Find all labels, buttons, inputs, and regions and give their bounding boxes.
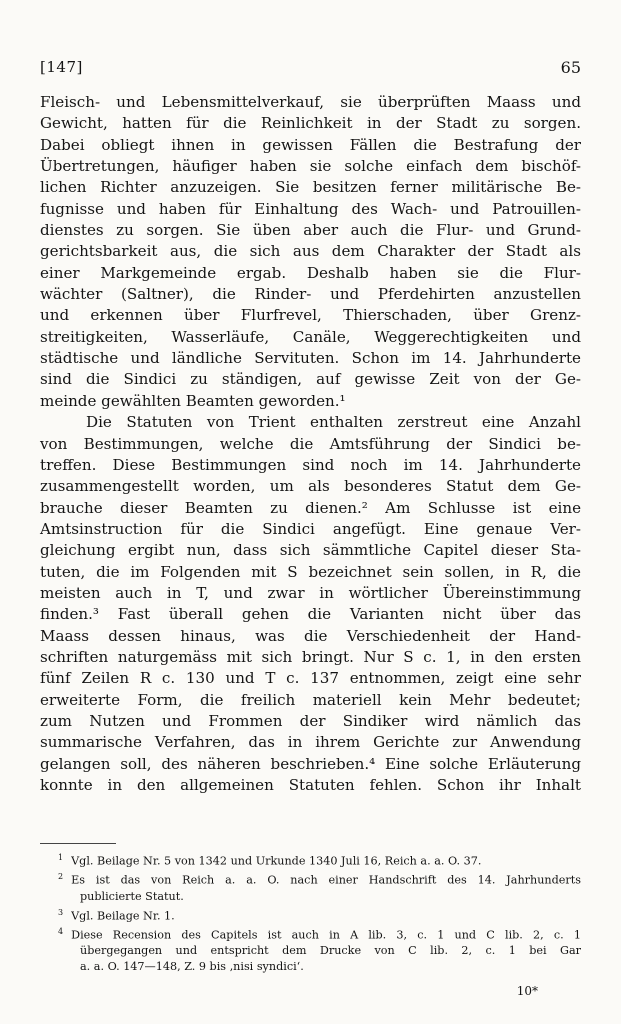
footnote-continuation: publicierte Statut.	[80, 889, 184, 903]
body-line: gelangen soll, des näheren beschrieben.⁴ Eine solche Erläuterung	[40, 754, 581, 773]
body-line: dienstes zu sorgen. Sie üben aber auch die Flur- und Grund-	[40, 221, 581, 240]
body-line: Maass dessen hinaus, was die Verschiedenheit der Hand-	[40, 626, 581, 645]
body-line: fugnisse und haben für Einhaltung des Wach- und Patrouillen-	[40, 199, 581, 218]
signature-mark: 10*	[516, 984, 538, 998]
footnote-text: Vgl. Beilage Nr. 1.	[71, 909, 175, 923]
footnote-text: Diese Recension des Capitels ist auch in A lib. 3, c. 1 und C lib. 2, c. 1	[71, 928, 581, 942]
body-line: wächter (Saltner), die Rinder- und Pferdehirten anzustellen	[40, 285, 581, 304]
body-line: Übertretungen, häufiger haben sie solche einfach dem bischöf-	[40, 157, 581, 176]
body-line: einer Markgemeinde ergab. Deshalb haben sie die Flur-	[40, 263, 581, 282]
signature-bracket: [147]	[40, 58, 83, 76]
body-line: lichen Richter anzuzeigen. Sie besitzen ferner militärische Be-	[40, 178, 581, 197]
footnote-number: 2	[58, 872, 64, 882]
body-line: treffen. Diese Bestimmungen sind noch im 14. Jahrhunderte	[40, 455, 581, 474]
footnote-continuation: übergegangen und entspricht dem Drucke von C lib. 2, c. 1 bei Gar	[80, 944, 581, 958]
body-line: städtische und ländliche Servituten. Schon im 14. Jahrhunderte	[40, 349, 581, 368]
body-line: finden.³ Fast überall gehen die Varianten nicht über das	[40, 605, 581, 624]
body-text	[40, 92, 581, 796]
body-line: tuten, die im Folgenden mit S bezeichnet sein sollen, in R, die	[40, 562, 581, 581]
body-line: und erkennen über Flurfrevel, Thierschaden, über Grenz-	[40, 306, 581, 325]
footnote	[40, 869, 581, 888]
body-line: fünf Zeilen R c. 130 und T c. 137 entnommen, zeigt eine sehr	[40, 669, 581, 688]
footnote	[40, 850, 581, 869]
page-number: 65	[560, 58, 581, 77]
footnote-continuation: a. a. O. 147—148, Z. 9 bis ‚nisi syndici‘.	[80, 960, 304, 974]
body-line: gleichung ergibt nun, dass sich sämmtliche Capitel dieser Sta-	[40, 541, 581, 560]
footnote	[40, 924, 581, 943]
body-line: sind die Sindici zu ständigen, auf gewisse Zeit von der Ge-	[40, 370, 581, 389]
running-header	[40, 58, 581, 82]
body-line: Amtsinstruction für die Sindici angefügt. Eine genaue Ver-	[40, 519, 581, 538]
body-line: summarische Verfahren, das in ihrem Gerichte zur Anwendung	[40, 733, 581, 752]
footnote-rule	[40, 843, 116, 844]
footnote-text: Vgl. Beilage Nr. 5 von 1342 und Urkunde 1340 Juli 16, Reich a. a. O. 37.	[71, 854, 482, 868]
body-line: erweiterte Form, die freilich materiell kein Mehr bedeutet;	[40, 690, 581, 709]
body-line: Fleisch- und Lebensmittelverkauf, sie überprüften Maass und	[40, 93, 581, 111]
body-line: zusammengestellt worden, um als besonderes Statut dem Ge-	[40, 477, 581, 496]
footnote-number: 1	[58, 853, 64, 862]
body-line: meinde gewählten Beamten geworden.¹	[40, 391, 346, 410]
body-line: schriften naturgemäss mit sich bringt. Nur S c. 1, in den ersten	[40, 647, 581, 666]
body-line: Gewicht, hatten für die Reinlichkeit in der Stadt zu sorgen.	[40, 114, 581, 133]
footnote	[40, 905, 581, 924]
body-line: Dabei obliegt ihnen in gewissen Fällen die Bestrafung der	[40, 135, 581, 154]
body-line: brauche dieser Beamten zu dienen.² Am Schlusse ist eine	[40, 498, 581, 517]
footnote-number: 4	[58, 927, 64, 937]
body-line: konnte in den allgemeinen Statuten fehlen. Schon ihr Inhalt	[40, 776, 581, 794]
body-line: von Bestimmungen, welche die Amtsführung der Sindici be-	[40, 434, 581, 453]
body-line: Die Statuten von Trient enthalten zerstreut eine Anzahl	[86, 413, 581, 432]
footnotes	[40, 850, 581, 975]
body-line: streitigkeiten, Wasserläufe, Canäle, Weggerechtigkeiten und	[40, 327, 581, 346]
footnote-text: Es ist das von Reich a. a. O. nach einer Handschrift des 14. Jahrhunderts	[71, 874, 581, 888]
body-line: zum Nutzen und Frommen der Sindiker wird nämlich das	[40, 711, 581, 730]
footnote-number: 3	[58, 907, 64, 917]
body-line: gerichtsbarkeit aus, die sich aus dem Charakter der Stadt als	[40, 242, 581, 261]
body-line: meisten auch in T, und zwar in wörtlicher Übereinstimmung	[40, 583, 581, 602]
